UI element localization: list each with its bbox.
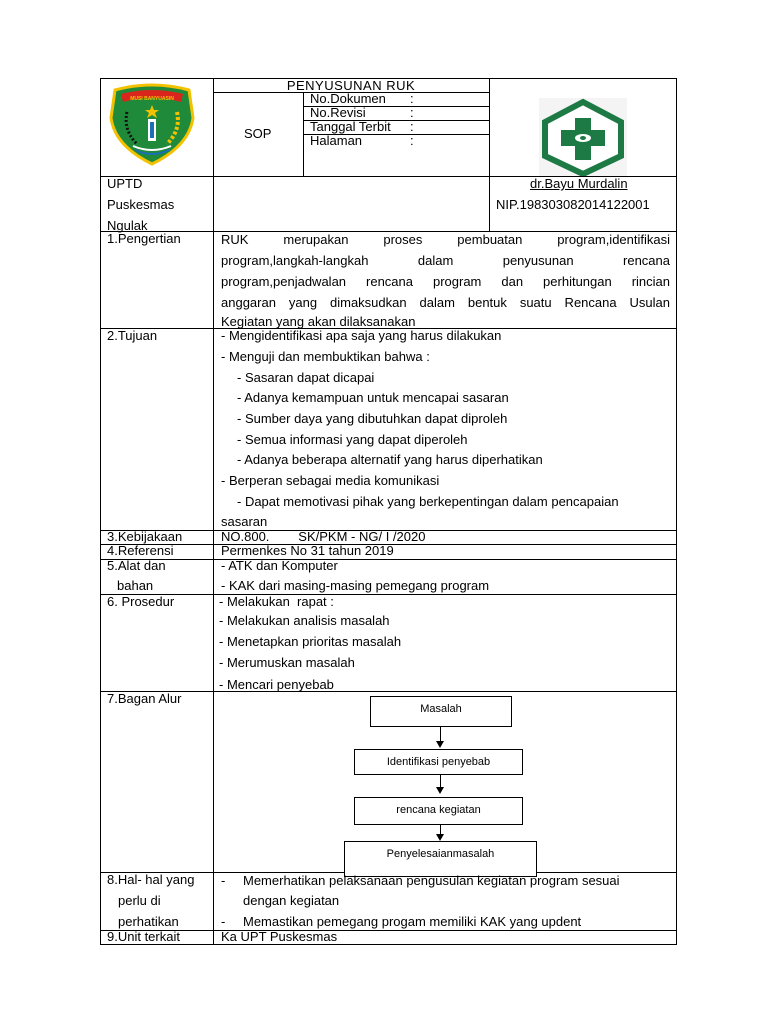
row-divider <box>100 691 677 692</box>
field-colon: : <box>410 119 414 134</box>
unit-line: Puskesmas <box>107 197 175 212</box>
arrow-down-icon <box>436 834 444 841</box>
field-colon: : <box>410 133 414 148</box>
hal-item-line: Memastikan pemegang progam memiliki KAK yang updent <box>243 914 582 929</box>
tujuan-line: - Berperan sebagai media komunikasi <box>221 473 440 488</box>
pengertian-line: anggaran yang dimaksudkan dalam bentuk suatu Rencana Usulan <box>221 295 670 310</box>
prosedur-item: - Menetapkan prioritas masalah <box>219 634 402 649</box>
row-divider <box>100 930 677 931</box>
regency-crest-logo <box>107 82 197 166</box>
prosedur-item: - Melakukan analisis masalah <box>219 613 390 628</box>
prosedur-item: - Merumuskan masalah <box>219 655 355 670</box>
sop-label: SOP <box>244 126 272 141</box>
signatory-nip: NIP.198303082014122001 <box>496 197 650 212</box>
field-no-revisi: No.Revisi <box>310 105 366 120</box>
pengertian-line: RUK merupakan proses pembuatan program,identifikasi <box>221 232 670 247</box>
tujuan-line: - Semua informasi yang dapat diperoleh <box>237 432 468 447</box>
flow-step-masalah: Masalah <box>370 696 512 727</box>
flow-step-identifikasi: Identifikasi penyebab <box>354 749 523 775</box>
row-divider <box>100 559 677 560</box>
tujuan-line: - Sasaran dapat dicapai <box>237 370 375 385</box>
hal-bullet: - <box>221 914 226 929</box>
field-colon: : <box>410 91 414 106</box>
crest-banner-text: MUSI BANYUASIN <box>130 96 174 102</box>
label-hal: perlu di <box>118 893 161 908</box>
label-hal: perhatikan <box>118 914 179 929</box>
tujuan-line: - Adanya kemampuan untuk mencapai sasaran <box>237 390 509 405</box>
label-kebijakan: 3.Kebijakaan <box>107 529 183 544</box>
label-hal: 8.Hal- hal yang <box>107 872 195 887</box>
signatory-name: dr.Bayu Murdalin <box>530 176 628 191</box>
pengertian-line: Kegiatan yang akan dilaksanakan <box>221 314 416 329</box>
tujuan-line: - Adanya beberapa alternatif yang harus diperhatikan <box>237 452 543 467</box>
tujuan-line: - Menguji dan membuktikan bahwa : <box>221 349 430 364</box>
tujuan-line: sasaran <box>221 514 268 529</box>
tujuan-line: - Sumber daya yang dibutuhkan dapat diproleh <box>237 411 508 426</box>
alat-item: - ATK dan Komputer <box>221 558 338 573</box>
arrow-down-icon <box>436 741 444 748</box>
field-halaman: Halaman <box>310 133 363 148</box>
field-tanggal-terbit: Tanggal Terbit <box>310 119 391 134</box>
field-no-dokumen: No.Dokumen <box>310 91 386 106</box>
unit-line: UPTD <box>107 176 143 191</box>
flow-connector <box>440 775 441 787</box>
field-colon: : <box>410 105 414 120</box>
label-prosedur: 6. Prosedur <box>107 594 175 609</box>
tujuan-line: - Mengidentifikasi apa saja yang harus dilakukan <box>221 328 502 343</box>
alat-item: - KAK dari masing-masing pemegang program <box>221 578 490 593</box>
hal-item-line: Memerhatikan pelaksanaan pengusulan kegiatan program sesuai <box>243 873 620 888</box>
referensi-value: Permenkes No 31 tahun 2019 <box>221 543 394 558</box>
flow-step-penyelesaian: Penyelesaianmasalah <box>344 841 537 877</box>
tujuan-line: - Dapat memotivasi pihak yang berkepentingan dalam pencapaian <box>237 494 619 509</box>
flow-connector <box>440 825 441 834</box>
pengertian-line: program,penjadwalan rencana program dan perhitungan rincian <box>221 274 670 289</box>
divider <box>213 78 214 945</box>
arrow-down-icon <box>436 787 444 794</box>
hal-bullet: - <box>221 873 226 888</box>
document-title: PENYUSUNAN RUK <box>286 78 416 93</box>
pengertian-line: program,langkah-langkah dalam penyusunan rencana <box>221 253 670 268</box>
label-alat: 5.Alat dan <box>107 558 166 573</box>
kebijakan-value: NO.800. SK/PKM - NG/ I /2020 <box>221 529 426 544</box>
row-divider <box>100 594 677 595</box>
prosedur-item: - Melakukan rapat : <box>219 594 334 609</box>
flow-step-rencana: rencana kegiatan <box>354 797 523 825</box>
puskesmas-logo <box>539 98 627 176</box>
label-alat: bahan <box>117 578 154 593</box>
unit-line: Ngulak <box>107 218 148 233</box>
label-tujuan: 2.Tujuan <box>107 328 158 343</box>
unit-terkait-value: Ka UPT Puskesmas <box>221 929 338 944</box>
label-referensi: 4.Referensi <box>107 543 174 558</box>
flow-connector <box>440 727 441 741</box>
divider <box>489 78 490 231</box>
label-bagan-alur: 7.Bagan Alur <box>107 691 182 706</box>
prosedur-item: - Mencari penyebab <box>219 677 334 692</box>
hal-item-line: dengan kegiatan <box>243 893 340 908</box>
label-pengertian: 1.Pengertian <box>107 231 181 246</box>
label-unit-terkait: 9.Unit terkait <box>107 929 180 944</box>
